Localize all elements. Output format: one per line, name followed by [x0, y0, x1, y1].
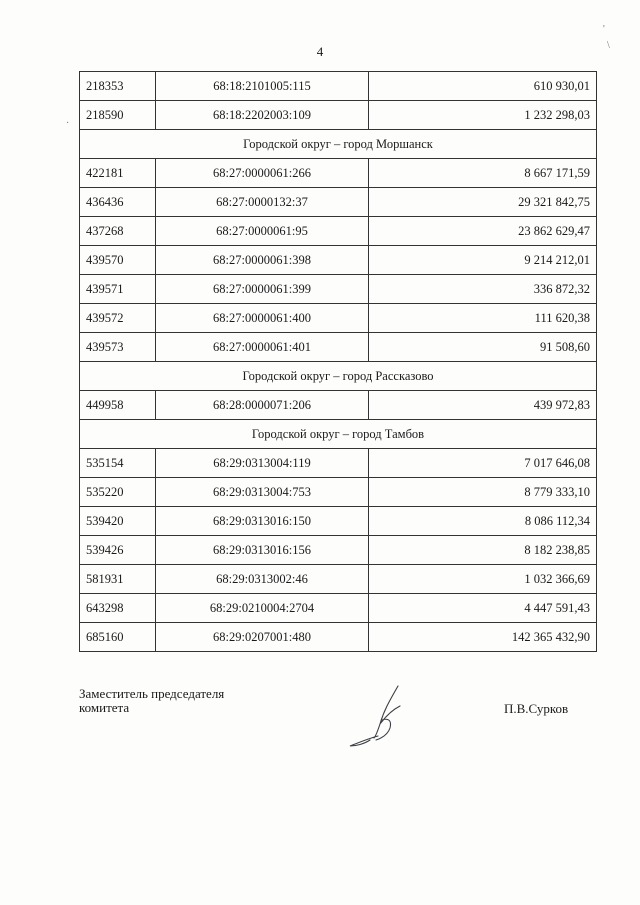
cadastral-number-cell: 68:27:0000061:95 — [156, 217, 369, 246]
cadastral-value-cell: 610 930,01 — [369, 72, 597, 101]
cadastral-value-cell: 1 032 366,69 — [369, 565, 597, 594]
cadastral-number-cell: 68:29:0313002:46 — [156, 565, 369, 594]
object-id-cell: 422181 — [80, 159, 156, 188]
cadastral-value-cell: 23 862 629,47 — [369, 217, 597, 246]
table-row — [80, 188, 597, 217]
table-row — [80, 507, 597, 536]
cadastral-value-cell: 91 508,60 — [369, 333, 597, 362]
object-id-cell: 539420 — [80, 507, 156, 536]
cadastral-value-cell: 142 365 432,90 — [369, 623, 597, 652]
cadastral-value-cell: 1 232 298,03 — [369, 101, 597, 130]
object-id-cell: 437268 — [80, 217, 156, 246]
object-id-cell: 218353 — [80, 72, 156, 101]
cadastral-value-cell: 4 447 591,43 — [369, 594, 597, 623]
table-row — [80, 159, 597, 188]
table-row — [80, 72, 597, 101]
table-row — [80, 333, 597, 362]
cadastral-number-cell: 68:29:0207001:480 — [156, 623, 369, 652]
cadastral-number-cell: 68:27:0000061:401 — [156, 333, 369, 362]
table-row — [80, 536, 597, 565]
object-id-cell: 449958 — [80, 391, 156, 420]
object-id-cell: 535154 — [80, 449, 156, 478]
cadastral-value-cell: 8 086 112,34 — [369, 507, 597, 536]
table-row — [80, 449, 597, 478]
table-row — [80, 623, 597, 652]
cadastral-value-cell: 111 620,38 — [369, 304, 597, 333]
cadastral-number-cell: 68:29:0210004:2704 — [156, 594, 369, 623]
table-row — [80, 478, 597, 507]
group-header-row — [80, 420, 597, 449]
cadastral-number-cell: 68:18:2202003:109 — [156, 101, 369, 130]
cadastral-value-cell: 336 872,32 — [369, 275, 597, 304]
cadastral-value-cell: 8 779 333,10 — [369, 478, 597, 507]
cadastral-number-cell: 68:29:0313004:119 — [156, 449, 369, 478]
cadastral-number-cell: 68:27:0000061:398 — [156, 246, 369, 275]
margin-mark: \ — [607, 40, 610, 51]
cadastral-value-cell: 7 017 646,08 — [369, 449, 597, 478]
cadastral-number-cell: 68:27:0000061:400 — [156, 304, 369, 333]
handwritten-signature-icon — [340, 680, 420, 750]
table-row — [80, 565, 597, 594]
page-number: 4 — [316, 44, 324, 59]
cadastral-value-cell: 8 182 238,85 — [369, 536, 597, 565]
cadastral-number-cell: 68:27:0000061:266 — [156, 159, 369, 188]
signer-position-line2: комитета — [79, 700, 130, 715]
table-row — [80, 217, 597, 246]
table-row — [80, 101, 597, 130]
object-id-cell: 439571 — [80, 275, 156, 304]
signature-block — [79, 687, 224, 715]
group-header-row — [80, 362, 597, 391]
object-id-cell: 581931 — [80, 565, 156, 594]
cadastral-number-cell: 68:29:0313016:150 — [156, 507, 369, 536]
table-row — [80, 304, 597, 333]
object-id-cell: 436436 — [80, 188, 156, 217]
group-header-row — [80, 130, 597, 159]
object-id-cell: 535220 — [80, 478, 156, 507]
cadastral-number-cell: 68:28:0000071:206 — [156, 391, 369, 420]
object-id-cell: 685160 — [80, 623, 156, 652]
table-row — [80, 391, 597, 420]
cadastral-value-table — [79, 71, 597, 652]
group-title: Городской округ – город Тамбов — [80, 420, 597, 449]
table-row — [80, 246, 597, 275]
table-row — [80, 275, 597, 304]
cadastral-number-cell: 68:18:2101005:115 — [156, 72, 369, 101]
table-row — [80, 594, 597, 623]
object-id-cell: 439572 — [80, 304, 156, 333]
object-id-cell: 218590 — [80, 101, 156, 130]
object-id-cell: 643298 — [80, 594, 156, 623]
cadastral-number-cell: 68:29:0313004:753 — [156, 478, 369, 507]
signer-name: П.В.Сурков — [504, 701, 569, 716]
cadastral-value-cell: 439 972,83 — [369, 391, 597, 420]
object-id-cell: 439573 — [80, 333, 156, 362]
margin-mark: · — [66, 118, 70, 129]
group-title: Городской округ – город Моршанск — [80, 130, 597, 159]
signer-position-line1: Заместитель председателя — [79, 686, 225, 701]
cadastral-number-cell: 68:29:0313016:156 — [156, 536, 369, 565]
cadastral-value-cell: 29 321 842,75 — [369, 188, 597, 217]
cadastral-number-cell: 68:27:0000061:399 — [156, 275, 369, 304]
object-id-cell: 539426 — [80, 536, 156, 565]
margin-mark: ' — [603, 24, 605, 35]
cadastral-value-cell: 8 667 171,59 — [369, 159, 597, 188]
cadastral-number-cell: 68:27:0000132:37 — [156, 188, 369, 217]
cadastral-value-cell: 9 214 212,01 — [369, 246, 597, 275]
object-id-cell: 439570 — [80, 246, 156, 275]
group-title: Городской округ – город Рассказово — [80, 362, 597, 391]
